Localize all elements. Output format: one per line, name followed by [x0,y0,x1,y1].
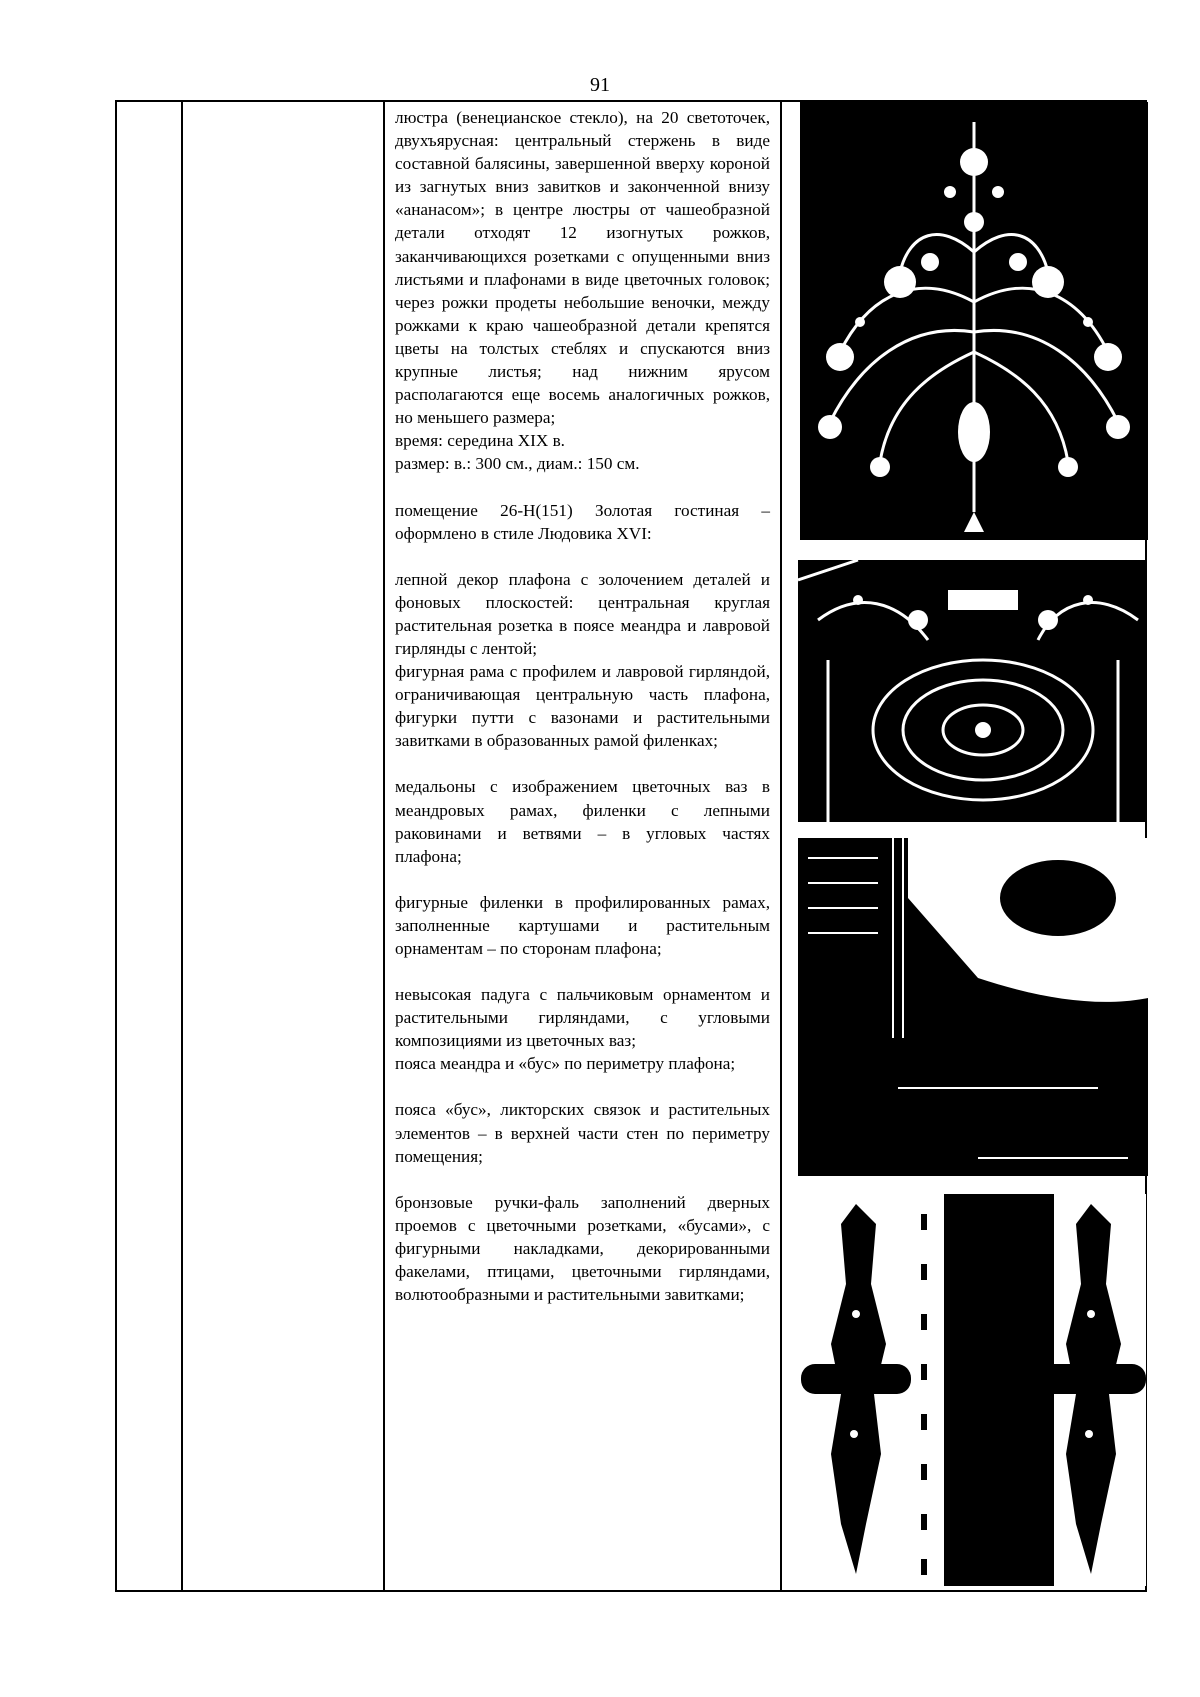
description-paragraph: медальоны с изображением цветочных ваз в меандровых рамах, филенки с лепными раковинами и ветвями – в угловых частях плафона; [395,777,770,866]
paragraph-gap [395,1168,770,1191]
description-paragraph: фигурная рама с профилем и лавровой гирляндой, ограничивающая центральную часть плафона, фигурки путти с вазонами и растительными завитками в образованных рамой филенках; [395,662,770,751]
description-paragraph: пояса меандра и «бус» по периметру плафона; [395,1054,736,1074]
chandelier-photo [800,102,1148,540]
description-paragraph: невысокая падуга с пальчиковым орнаментом и растительными гирляндами, с угловыми композициями из цветочных ваз; [395,985,770,1051]
description-cell [384,101,781,1591]
table-row [116,101,1146,1591]
description-paragraph: размер: в.: 300 см., диам.: 150 см. [395,454,640,474]
object-name-cell [182,101,384,1591]
door-handles-photo [796,1194,1146,1586]
description-paragraph: фигурные филенки в профилированных рамах, заполненные картушами и растительным орнаментам – по сторонам плафона; [395,892,770,958]
description-paragraph: бронзовые ручки-фаль заполнений дверных проемов с цветочными розетками, «бусами», с фигурными накладками, декорированными факелами, птицами, цветочными гирляндами, волютообразными и растительными завитками; [395,1192,770,1305]
description-paragraph: время: середина XIX в. [395,431,565,451]
paragraph-gap [395,1075,770,1098]
inventory-table [115,100,1147,1592]
paragraph-gap [395,476,770,499]
description-paragraph: лепной декор плафона с золочением деталей и фоновых плоскостей: центральная круглая растительная розетка в поясе меандра и лавровой гирлянды с лентой; [395,569,770,658]
paragraph-gap [395,752,770,775]
ceiling-rosette-photo [798,560,1146,822]
page-number: 91 [590,74,610,96]
description-paragraph: люстра (венецианское стекло), на 20 светоточек, двухъярусная: центральный стержень в виде составной балясины, завершенной вверху короной из загнутых вниз завитков и законченной внизу «ананасом»; в центре люстры от чашеобразной детали отходят 12 изогнутых рожков, заканчивающихся розетками с опущенными вниз листьями и плафонами в виде цветочных головок; через рожки продеты небольшие веночки, между рожками к краю чашеобразной детали крепятся цветы на толстых стеблях и спускаются вниз крупные листья; над нижним ярусом располагаются еще восемь аналогичных рожков, но меньшего размера; [395,108,770,428]
paragraph-gap [395,868,770,891]
ceiling-medallion-photo [798,838,1148,1176]
paragraph-gap [395,960,770,983]
description-paragraph: пояса «бус», ликторских связок и растительных элементов – в верхней части стен по периметру помещения; [395,1100,770,1166]
description-paragraph: помещение 26-Н(151) Золотая гостиная – оформлено в стиле Людовика XVI: [395,500,770,543]
paragraph-gap [395,545,770,568]
images-cell [781,101,1146,1591]
number-cell [116,101,182,1591]
